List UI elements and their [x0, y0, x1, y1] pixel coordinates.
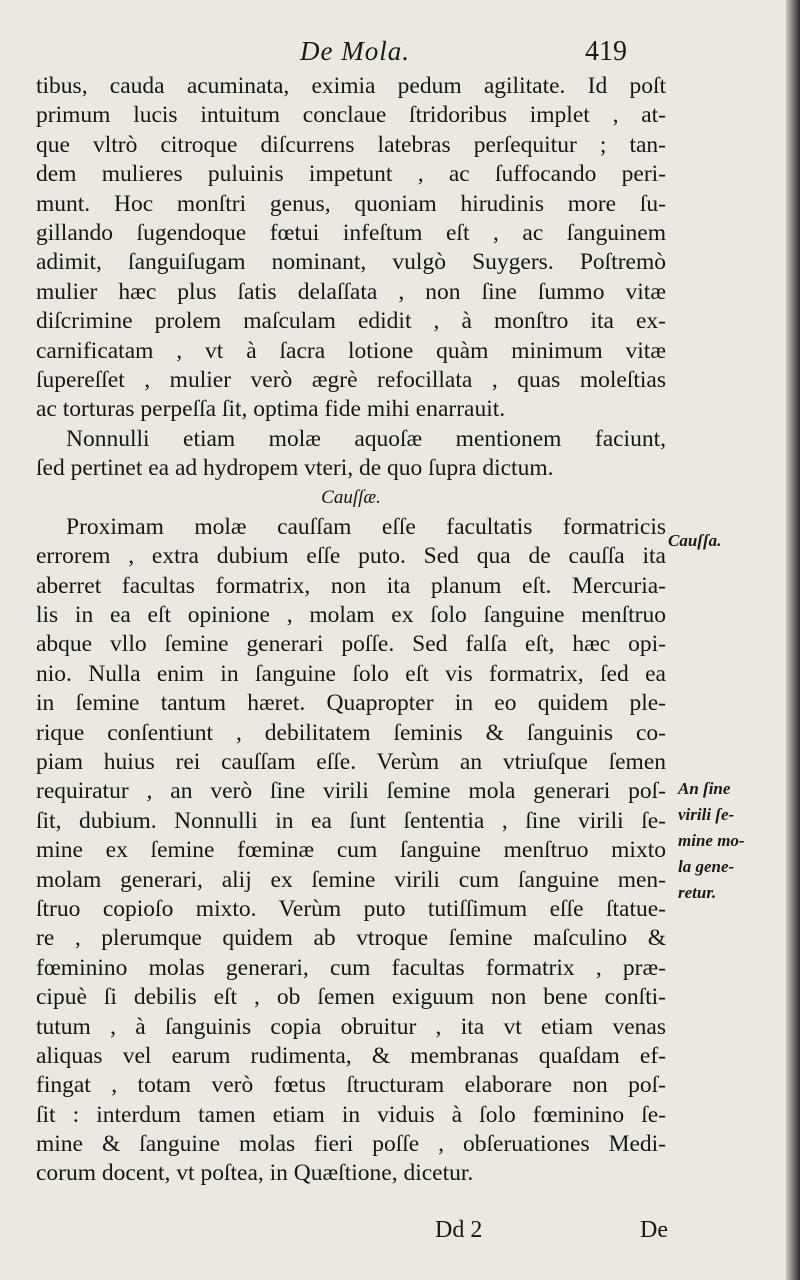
text-line: aliquas vel earum rudimenta, & membranas quaſdam ef-	[36, 1042, 666, 1069]
body-text	[36, 72, 666, 1189]
text-line: ſit, dubium. Nonnulli in ea ſunt ſententia , ſine virili ſe-	[36, 807, 666, 834]
text-line: molam generari, alij ex ſemine virili cum ſanguine men-	[36, 866, 666, 893]
text-line: Proximam molæ cauſſam eſſe facultatis formatricis	[66, 513, 666, 540]
text-line: gillando ſugendoque fœtui infeſtum eſt , ac ſanguinem	[36, 219, 666, 246]
text-line: mine ex ſemine fœminæ cum ſanguine menſtruo mixto	[36, 837, 666, 864]
margin-note-line: An ſine	[678, 779, 731, 798]
text-line: nio. Nulla enim in ſanguine ſolo eſt vis formatrix, ſed ea	[36, 660, 666, 687]
section-heading: Cauſſæ.	[321, 487, 381, 509]
page-number: 419	[585, 36, 627, 67]
text-line: tibus, cauda acuminata, eximia pedum agilitate. Id poſt	[36, 73, 666, 99]
margin-note-causae: Cauſſa.	[668, 531, 722, 550]
margin-note-line: la gene-	[678, 857, 735, 876]
catchword: De	[640, 1217, 668, 1243]
text-line: mine & ſanguine molas fieri poſſe , obſeruationes Medi-	[36, 1131, 666, 1158]
margin-note-line: mine mo-	[678, 831, 745, 850]
page-edge	[786, 0, 800, 1280]
text-line: mulier hæc plus ſatis delaſſata , non ſine ſummo vitæ	[36, 278, 666, 305]
text-line: rique conſentiunt , debilitatem ſeminis & ſanguinis co-	[36, 719, 666, 746]
text-line: munt. Hoc monſtri genus, quoniam hirudinis more ſu-	[36, 190, 666, 217]
text-line: aberret facultas formatrix, non ita planum eſt. Mercuria-	[36, 572, 666, 599]
text-line: ſed pertinet ea ad hydropem vteri, de quo ſupra dictum.	[36, 455, 554, 482]
text-line: errorem , extra dubium eſſe puto. Sed qua de cauſſa ita	[36, 543, 666, 570]
text-line: ſit : interdum tamen etiam in viduis à ſolo fœminino ſe-	[36, 1101, 666, 1128]
text-line: que vltrò citroque diſcurrens latebras perſequitur ; tan-	[36, 131, 666, 158]
text-line: ac torturas perpeſſa ſit, optima fide mihi enarrauit.	[36, 396, 506, 423]
text-line: adimit, ſanguiſugam nominant, vulgò Suygers. Poſtremò	[36, 249, 666, 276]
text-line: primum lucis intuitum conclaue ſtridoribus implet , at-	[36, 102, 666, 129]
running-head: De Mola.	[300, 36, 410, 66]
margin-note-line: virili ſe-	[678, 805, 735, 824]
margin-note-an-sine	[678, 776, 745, 906]
text-line: Nonnulli etiam molæ aquoſæ mentionem faciunt,	[66, 425, 666, 452]
signature-mark: Dd 2	[435, 1217, 483, 1243]
text-line: carnificatam , vt à ſacra lotione quàm minimum vitæ	[36, 337, 666, 364]
text-line: dem mulieres puluinis impetunt , ac ſuffocando peri-	[36, 161, 666, 188]
text-line: ſtruo copioſo mixto. Verùm puto tutiſſimum eſſe ſtatue-	[36, 895, 666, 922]
text-line: fingat , totam verò fœtus ſtructuram elaborare non poſ-	[36, 1072, 666, 1099]
text-line: cipuè ſi debilis eſt , ob ſemen exiguum non bene conſti-	[36, 984, 666, 1011]
text-line: requiratur , an verò ſine virili ſemine mola generari poſ-	[36, 778, 666, 805]
text-line: tutum , à ſanguinis copia obruitur , ita vt etiam venas	[36, 1013, 666, 1040]
text-line: in ſemine tantum hæret. Quapropter in eo quidem ple-	[36, 690, 666, 717]
text-line: re , plerumque quidem ab vtroque ſemine maſculino &	[36, 925, 666, 952]
text-line: ſupereſſet , mulier verò ægrè refocillata , quas moleſtias	[36, 366, 666, 393]
text-line: fœminino molas generari, cum facultas formatrix , præ-	[36, 954, 666, 981]
text-line: corum docent, vt poſtea, in Quæſtione, dicetur.	[36, 1160, 474, 1187]
text-line: abque vllo ſemine generari poſſe. Sed falſa eſt, hæc opi-	[36, 631, 666, 658]
text-line: lis in ea eſt opinione , molam ex ſolo ſanguine menſtruo	[36, 602, 666, 629]
text-line: piam huius rei cauſſam eſſe. Verùm an vtriuſque ſemen	[36, 748, 666, 775]
text-line: diſcrimine prolem maſculam edidit , à monſtro ita ex-	[36, 308, 666, 335]
margin-note-line: retur.	[678, 883, 717, 902]
